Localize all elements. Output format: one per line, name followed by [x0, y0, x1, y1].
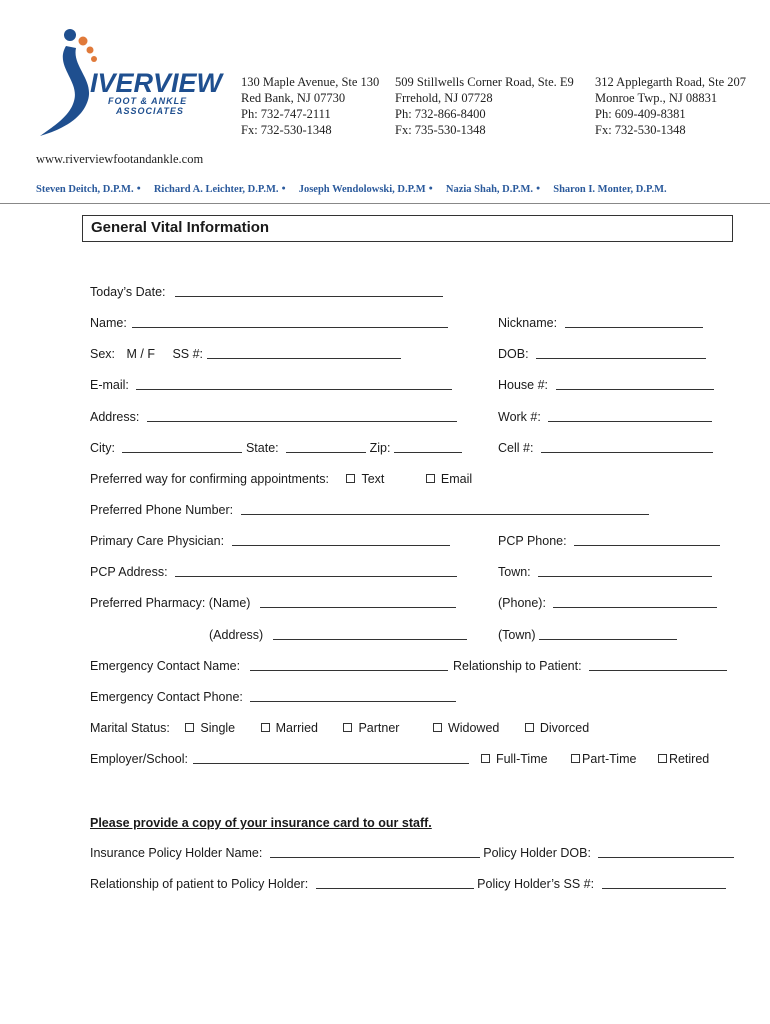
insurance-notice: Please provide a copy of your insurance card to our staff.	[90, 816, 432, 830]
ssn-label: SS #:	[172, 347, 204, 361]
relationship-field[interactable]	[589, 659, 727, 671]
nickname-row	[498, 316, 703, 330]
cell-phone-label: Cell #:	[498, 441, 534, 455]
dob-field[interactable]	[536, 347, 706, 359]
office-phone: Ph: 732-747-2111	[241, 107, 331, 121]
section-header	[82, 215, 733, 242]
emergency-name-label: Emergency Contact Name:	[90, 659, 241, 673]
todays-date-field[interactable]	[175, 285, 443, 297]
city-state-zip-row	[90, 441, 462, 455]
policy-holder-name-field[interactable]	[270, 846, 480, 858]
policy-holder-ss-field[interactable]	[602, 877, 726, 889]
emergency-phone-row	[90, 690, 456, 704]
pref-phone-field[interactable]	[241, 503, 649, 515]
dob-label: DOB:	[498, 347, 529, 361]
pcp-phone-row	[498, 534, 720, 548]
pharmacy-town-row	[498, 628, 677, 642]
pref-phone-row	[90, 503, 649, 517]
doctor-name: Steven Deitch, D.P.M. ●	[36, 184, 141, 195]
policy-holder-dob-field[interactable]	[598, 846, 734, 858]
emergency-phone-field[interactable]	[250, 690, 456, 702]
marital-row	[90, 721, 589, 735]
sex-options[interactable]: M / F	[126, 347, 155, 361]
logo-sub-2: ASSOCIATES	[116, 106, 184, 116]
policy-holder-name-label: Insurance Policy Holder Name:	[90, 846, 263, 860]
name-field[interactable]	[132, 316, 448, 328]
full-time-option[interactable]: Full-Time	[481, 752, 548, 766]
office-line1: 130 Maple Avenue, Ste 130	[241, 75, 380, 89]
sex-label: Sex:	[90, 347, 116, 361]
name-label: Name:	[90, 316, 127, 330]
zip-field[interactable]	[394, 441, 462, 453]
pcp-phone-label: PCP Phone:	[498, 534, 567, 548]
pharmacy-phone-label: (Phone):	[498, 596, 546, 610]
sex-ssn-row	[90, 347, 401, 361]
checkbox-icon[interactable]	[481, 754, 490, 763]
part-time-option[interactable]: Part-Time	[571, 752, 636, 766]
pharmacy-phone-row	[498, 596, 717, 610]
checkbox-icon[interactable]	[185, 723, 194, 732]
cell-phone-row	[498, 441, 713, 455]
pcp-label: Primary Care Physician:	[90, 534, 225, 548]
pharmacy-name-label: Preferred Pharmacy: (Name)	[90, 596, 251, 610]
pharmacy-town-field[interactable]	[539, 628, 677, 640]
policy-holder-ss-label: Policy Holder’s SS #:	[477, 877, 595, 891]
office-line2: Frrehold, NJ 07728	[395, 91, 493, 105]
employer-field[interactable]	[193, 752, 469, 764]
policy-holder-dob-label: Policy Holder DOB:	[483, 846, 591, 860]
retired-option[interactable]: Retired	[658, 752, 709, 766]
logo-word: IVERVIEW	[90, 68, 223, 98]
work-phone-field[interactable]	[548, 410, 712, 422]
office-line2: Red Bank, NJ 07730	[241, 91, 346, 105]
checkbox-icon[interactable]	[525, 723, 534, 732]
nickname-field[interactable]	[565, 316, 703, 328]
pcp-address-row	[90, 565, 457, 579]
house-phone-label: House #:	[498, 378, 549, 392]
pcp-row	[90, 534, 450, 548]
doctor-name: Sharon I. Monter, D.P.M.	[553, 184, 667, 195]
checkbox-icon[interactable]	[658, 754, 667, 763]
city-label: City:	[90, 441, 115, 455]
checkbox-icon[interactable]	[346, 474, 355, 483]
checkbox-icon[interactable]	[426, 474, 435, 483]
relationship-row	[453, 659, 727, 673]
pharmacy-name-field[interactable]	[260, 596, 456, 608]
address-field[interactable]	[147, 410, 457, 422]
name-row	[90, 316, 448, 330]
ssn-field[interactable]	[207, 347, 401, 359]
policy-relationship-label: Relationship of patient to Policy Holder:	[90, 877, 309, 891]
pharmacy-phone-field[interactable]	[553, 596, 717, 608]
office-red-bank	[241, 74, 379, 138]
marital-label: Marital Status:	[90, 721, 170, 735]
pharmacy-address-field[interactable]	[273, 628, 467, 640]
doctor-name: Joseph Wendolowski, D.P.M ●	[298, 184, 433, 195]
doctor-name: Richard A. Leichter, D.P.M. ●	[153, 184, 286, 195]
doctor-list	[36, 184, 756, 195]
zip-label: Zip:	[369, 441, 391, 455]
confirm-pref-row	[90, 472, 472, 486]
header-divider	[0, 203, 770, 204]
emergency-name-field[interactable]	[250, 659, 448, 671]
todays-date-row	[90, 285, 443, 299]
pharmacy-town-label: (Town)	[498, 628, 536, 642]
pharmacy-address-label: (Address)	[209, 628, 264, 642]
checkbox-icon[interactable]	[571, 754, 580, 763]
pcp-address-label: PCP Address:	[90, 565, 168, 579]
email-label: E-mail:	[90, 378, 129, 392]
pharmacy-address-row	[209, 628, 467, 642]
marital-married-option[interactable]: Married	[261, 721, 318, 735]
confirm-text-option[interactable]: Text	[346, 472, 384, 486]
logo-sub-1: FOOT & ANKLE	[108, 96, 188, 106]
pref-phone-label: Preferred Phone Number:	[90, 503, 234, 517]
city-field[interactable]	[122, 441, 242, 453]
house-phone-field[interactable]	[556, 378, 714, 390]
state-label: State:	[245, 441, 279, 455]
todays-date-label: Today’s Date:	[90, 285, 166, 299]
pharmacy-name-row	[90, 596, 456, 610]
town-label: Town:	[498, 565, 531, 579]
office-phone: Ph: 732-866-8400	[395, 107, 486, 121]
state-field[interactable]	[286, 441, 366, 453]
employer-label: Employer/School:	[90, 752, 188, 766]
marital-widowed-option[interactable]: Widowed	[433, 721, 499, 735]
office-line1: 509 Stillwells Corner Road, Ste. E9	[395, 75, 574, 89]
email-row	[90, 378, 452, 392]
emergency-phone-label: Emergency Contact Phone:	[90, 690, 243, 704]
email-field[interactable]	[136, 378, 452, 390]
policy-relationship-field[interactable]	[316, 877, 474, 889]
relationship-label: Relationship to Patient:	[453, 659, 582, 673]
address-label: Address:	[90, 410, 140, 424]
policy-holder-name-row	[90, 846, 734, 860]
cell-phone-field[interactable]	[541, 441, 713, 453]
pcp-address-field[interactable]	[175, 565, 457, 577]
policy-relationship-row	[90, 877, 726, 891]
confirm-pref-label: Preferred way for confirming appointments:	[90, 472, 329, 486]
marital-single-option[interactable]: Single	[185, 721, 235, 735]
dob-row	[498, 347, 706, 361]
nickname-label: Nickname:	[498, 316, 558, 330]
office-line2: Monroe Twp., NJ 08831	[595, 91, 718, 105]
checkbox-icon[interactable]	[433, 723, 442, 732]
office-phone: Ph: 609-409-8381	[595, 107, 686, 121]
house-phone-row	[498, 378, 714, 392]
office-fax: Fx: 735-530-1348	[395, 123, 486, 137]
checkbox-icon[interactable]	[261, 723, 270, 732]
section-title: General Vital Information	[91, 219, 270, 236]
office-fax: Fx: 732-530-1348	[241, 123, 332, 137]
town-field[interactable]	[538, 565, 712, 577]
employer-row	[90, 752, 709, 766]
doctor-name: Nazia Shah, D.P.M. ●	[445, 184, 541, 195]
website-link[interactable]: www.riverviewfootandankle.com	[36, 152, 204, 166]
marital-partner-option[interactable]: Partner	[343, 721, 399, 735]
pcp-field[interactable]	[232, 534, 450, 546]
checkbox-icon[interactable]	[343, 723, 352, 732]
work-phone-row	[498, 410, 712, 424]
town-row	[498, 565, 712, 579]
pcp-phone-field[interactable]	[574, 534, 720, 546]
office-freehold	[395, 74, 574, 138]
work-phone-label: Work #:	[498, 410, 541, 424]
emergency-name-row	[90, 659, 448, 673]
office-line1: 312 Applegarth Road, Ste 207	[595, 75, 747, 89]
office-fax: Fx: 732-530-1348	[595, 123, 686, 137]
marital-divorced-option[interactable]: Divorced	[525, 721, 589, 735]
logo-wordmark	[90, 68, 223, 116]
confirm-email-option[interactable]: Email	[426, 472, 472, 486]
address-row	[90, 410, 457, 424]
office-monroe	[595, 74, 746, 138]
